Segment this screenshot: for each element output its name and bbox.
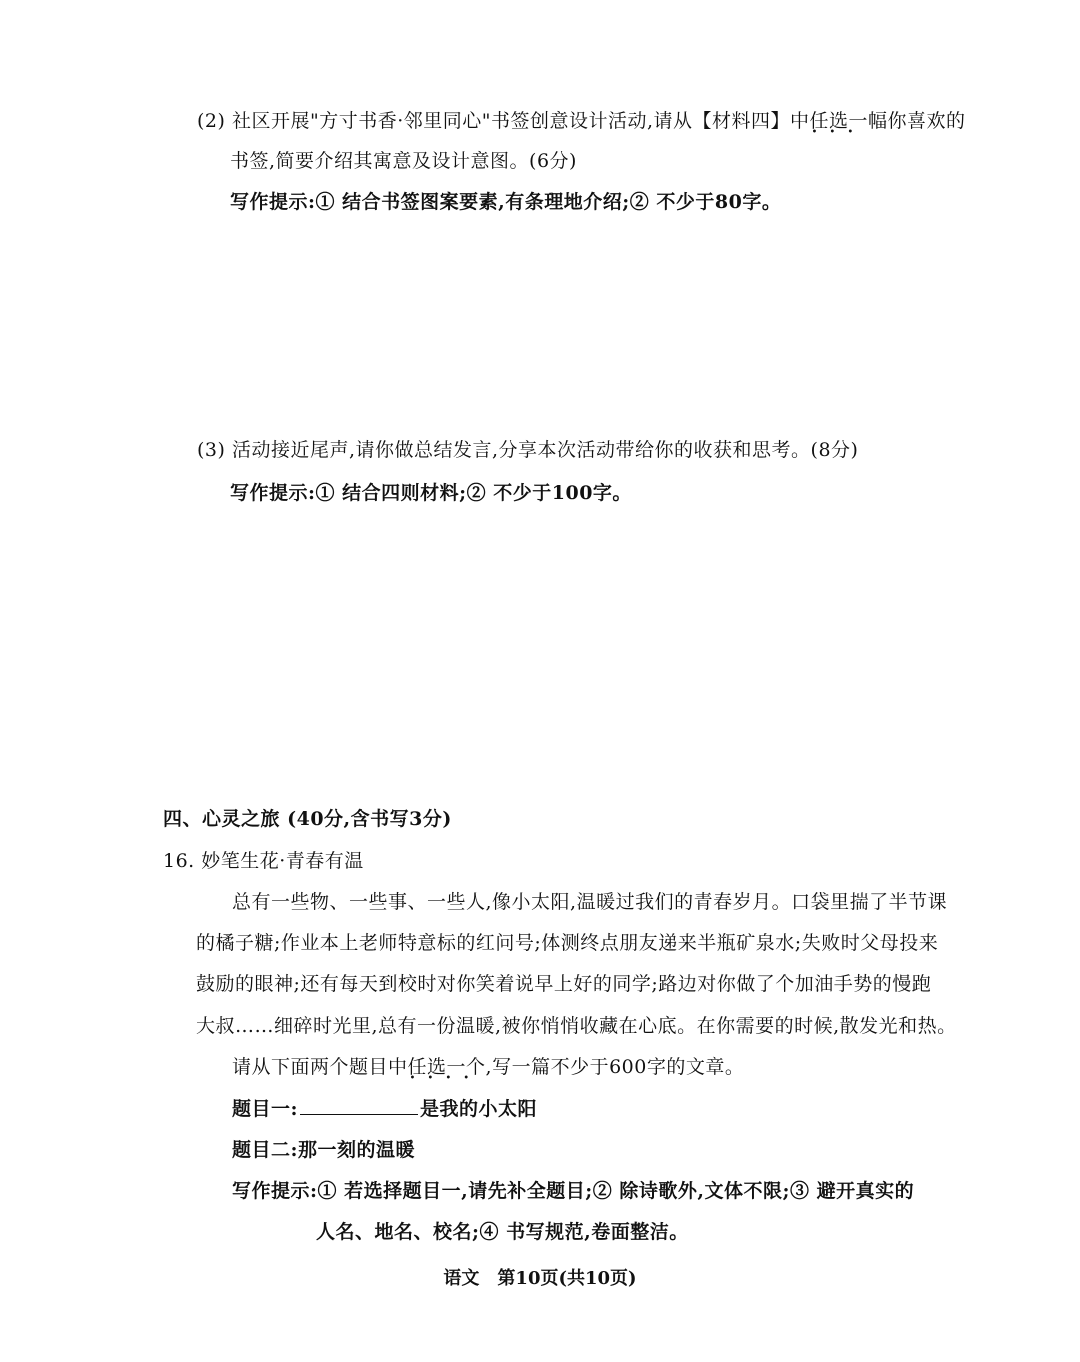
q2-writing-hint: 写作提示:① 结合书签图案要素,有条理地介绍;② 不少于80字。 (230, 191, 782, 213)
q16-writing-hint-line2: 人名、地名、校名;④ 书写规范,卷面整洁。 (316, 1221, 689, 1243)
instruction-post: ,写一篇不少于600字的文章。 (485, 1056, 745, 1078)
q3-line1: (3) 活动接近尾声,请你做总结发言,分享本次活动带给你的收获和思考。(8分) (197, 439, 859, 461)
q16-writing-hint-line1: 写作提示:① 若选择题目一,请先补全题目;② 除诗歌外,文体不限;③ 避开真实的 (232, 1180, 915, 1202)
topic-one-label: 题目一: (232, 1098, 299, 1120)
instruction-pre: 请从下面两个题目中 (232, 1056, 408, 1078)
topic-one-blank (300, 1096, 418, 1115)
q16-instruction (232, 1054, 744, 1080)
section4-heading: 四、心灵之旅 (40分,含书写3分) (163, 808, 452, 830)
topic-one (232, 1096, 537, 1122)
q16-paragraph-line: 大叔……细碎时光里,总有一份温暖,被你悄悄收藏在心底。在你需要的时候,散发光和热。 (196, 1015, 957, 1037)
q16-paragraph-line: 总有一些物、一些事、一些人,像小太阳,温暖过我们的青春岁月。口袋里揣了半节课 (232, 891, 948, 913)
q2-text-pre: (2) 社区开展"方寸书香·邻里同心"书签创意设计活动,请从【材料四】中 (197, 110, 810, 132)
q3-writing-hint: 写作提示:① 结合四则材料;② 不少于100字。 (230, 482, 632, 504)
q2-emphasis: 任选一 • • • (810, 108, 869, 134)
page-footer: 语文 第10页(共10页) (443, 1268, 637, 1289)
topic-one-text: 是我的小太阳 (420, 1098, 538, 1120)
instruction-emphasis: 任选一个 • • • • (408, 1054, 486, 1080)
topic-two: 题目二:那一刻的温暖 (232, 1139, 416, 1161)
q2-line2: 书签,简要介绍其寓意及设计意图。(6分) (230, 150, 577, 172)
q2-text-post: 幅你喜欢的 (868, 110, 966, 132)
q16-paragraph-line: 鼓励的眼神;还有每天到校时对你笑着说早上好的同学;路边对你做了个加油手势的慢跑 (196, 973, 932, 995)
q16-title: 16. 妙笔生花·青春有温 (163, 850, 364, 872)
q16-paragraph-line: 的橘子糖;作业本上老师特意标的红问号;体测终点朋友递来半瓶矿泉水;失败时父母投来 (196, 932, 939, 954)
q2-line1 (197, 108, 966, 134)
